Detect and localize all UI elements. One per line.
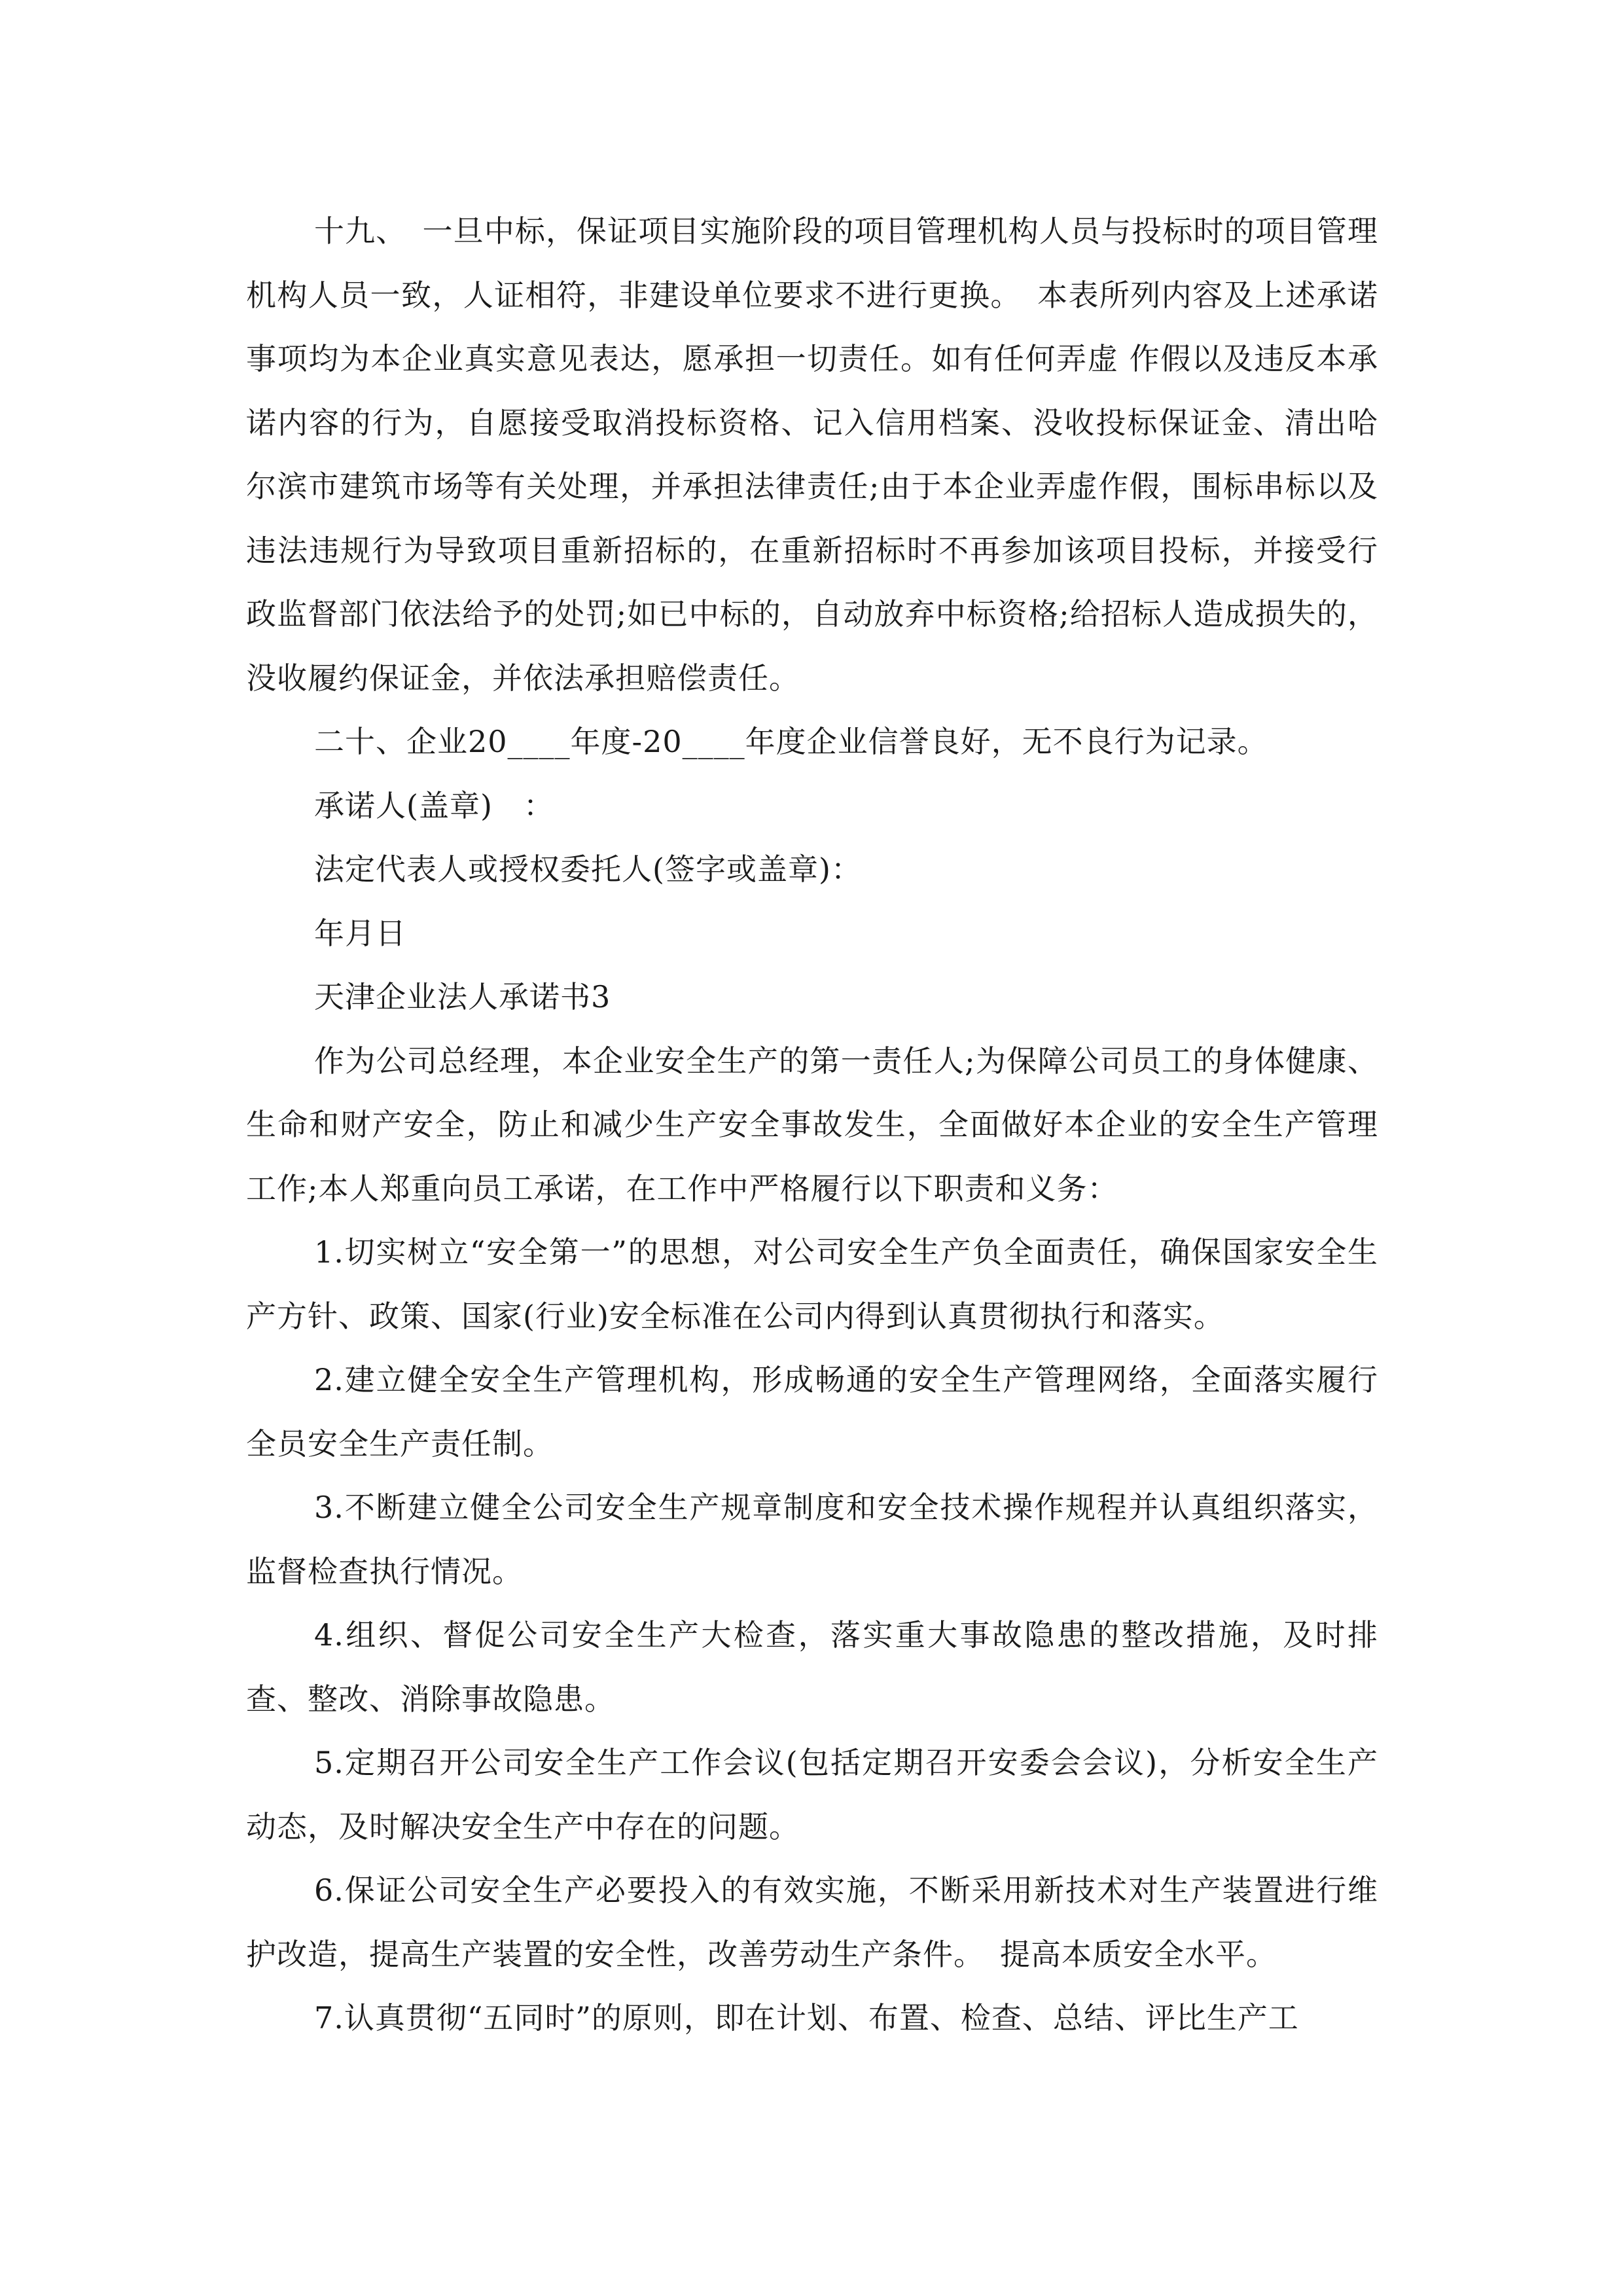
paragraph-item-20: 二十、企业20____年度-20____年度企业信誉良好，无不良行为记录。: [314, 724, 1268, 759]
paragraph-item-19: 十九、 一旦中标，保证项目实施阶段的项目管理机构人员与投标时的项目管理机构人员一致，人证相符，非建设单位要求不进行更换。 本表所列内容及上述承诺事项均为本企业真实意见表达，愿承担一切责任。如有任何弄虚 作假以及违反本承诺内容的行为，自愿接受取消投标资格、记入信用档案、没收投标保证金、清出哈尔滨市建筑市场等有关处理，并承担法律责任;由于本企业弄虚作假，围标串标以及违法违规行为导致项目重新招标的，在重新招标时不再参加该项目投标，并接受行政监督部门依法给予的处罚;如已中标的，自动放弃中标资格;给招标人造成损失的，没收履约保证金，并依法承担赔偿责任。: [246, 213, 1378, 696]
duty-item-6: 6.保证公司安全生产必要投入的有效实施，不断采用新技术对生产装置进行维护改造，提高生产装置的安全性，改善劳动生产条件。 提高本质安全水平。: [246, 1873, 1378, 1972]
legal-representative-line: 法定代表人或授权委托人(签字或盖章)：: [314, 852, 862, 887]
duty-item-2: 2.建立健全安全生产管理机构，形成畅通的安全生产管理网络，全面落实履行全员安全生产责任制。: [246, 1362, 1378, 1462]
section-title: 天津企业法人承诺书3: [314, 979, 611, 1014]
date-line: 年月日: [314, 915, 406, 951]
duty-item-5: 5.定期召开公司安全生产工作会议(包括定期召开安委会会议)，分析安全生产动态，及时解决安全生产中存在的问题。: [246, 1745, 1378, 1844]
duty-item-7: 7.认真贯彻“五同时”的原则，即在计划、布置、检查、总结、评比生产工: [314, 2000, 1299, 2036]
intro-paragraph: 作为公司总经理，本企业安全生产的第一责任人;为保障公司员工的身体健康、生命和财产安全，防止和减少生产安全事故发生，全面做好本企业的安全生产管理工作;本人郑重向员工承诺，在工作中严格履行以下职责和义务：: [246, 1043, 1378, 1206]
duty-item-4: 4.组织、督促公司安全生产大检查，落实重大事故隐患的整改措施，及时排查、整改、消除事故隐患。: [246, 1617, 1378, 1717]
duty-item-1: 1.切实树立“安全第一”的思想，对公司安全生产负全面责任，确保国家安全生产方针、政策、国家(行业)安全标准在公司内得到认真贯彻执行和落实。: [246, 1234, 1378, 1334]
duty-item-3: 3.不断建立健全公司安全生产规章制度和安全技术操作规程并认真组织落实，监督检查执行情况。: [246, 1490, 1378, 1589]
promisor-seal-line: 承诺人(盖章) ：: [314, 787, 554, 823]
document-body: [246, 200, 1378, 2051]
